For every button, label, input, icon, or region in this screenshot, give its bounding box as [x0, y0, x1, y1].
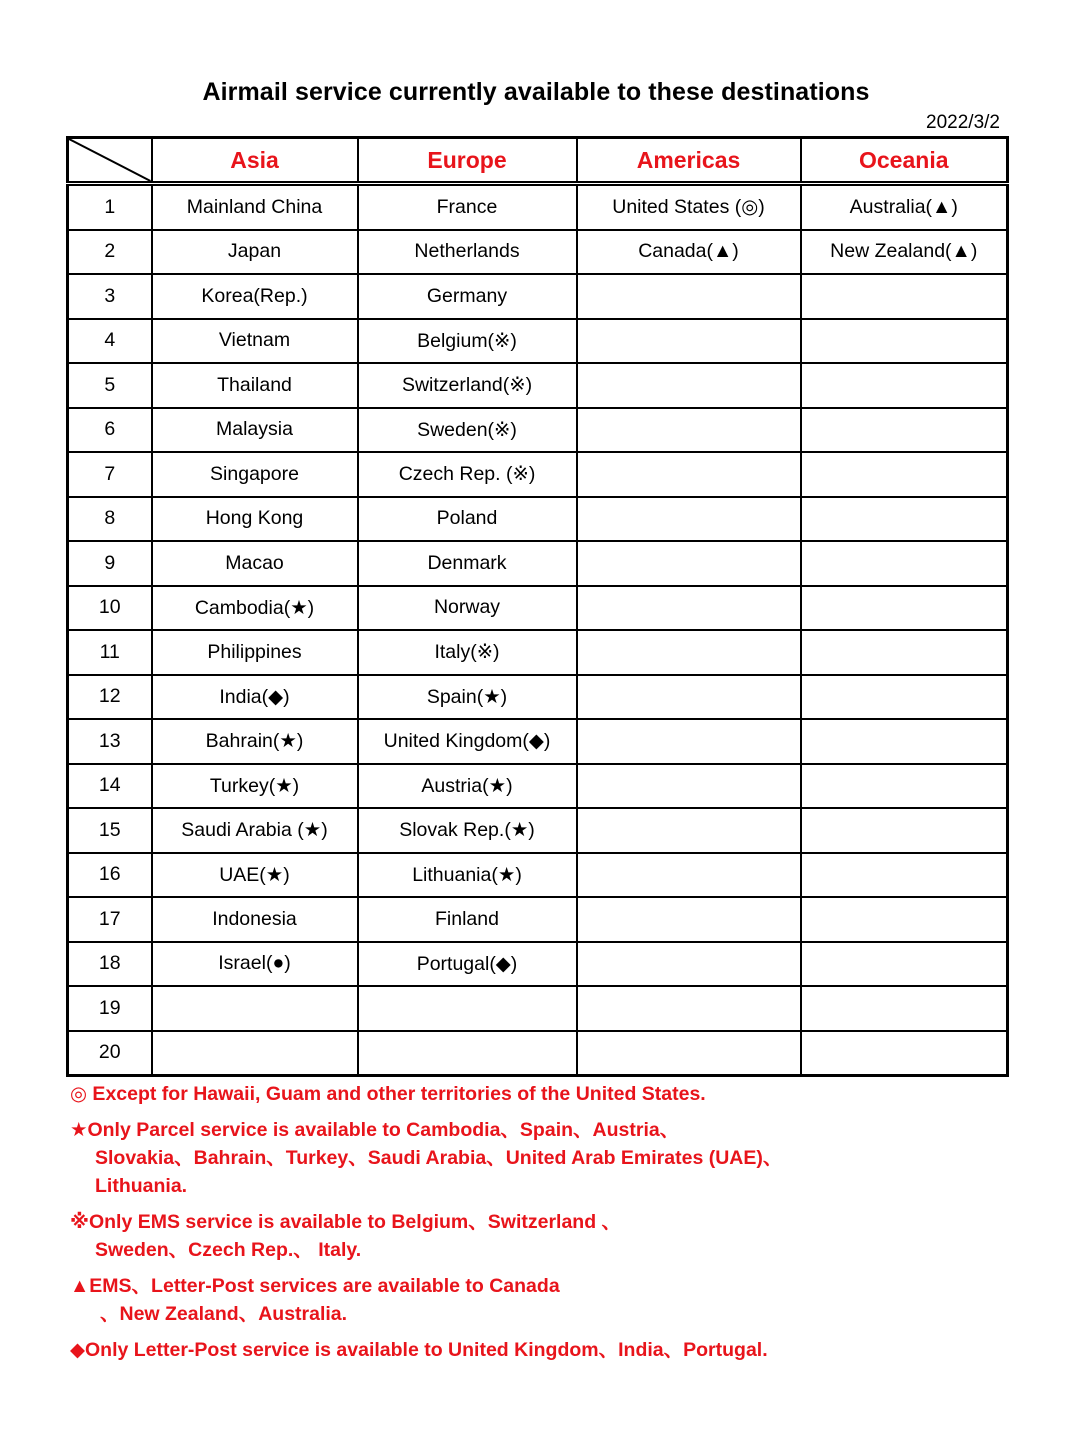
cell-asia: Japan — [152, 230, 358, 275]
table-row — [68, 853, 1008, 898]
cell-oceania — [801, 630, 1008, 675]
cell-oceania — [801, 764, 1008, 809]
table-row — [68, 897, 1008, 942]
cell-oceania — [801, 452, 1008, 497]
cell-europe: Portugal(◆) — [358, 942, 577, 987]
cell-oceania — [801, 363, 1008, 408]
cell-asia: Vietnam — [152, 319, 358, 364]
row-number: 16 — [68, 853, 152, 898]
cell-europe: Lithuania(★) — [358, 853, 577, 898]
table-body — [68, 184, 1008, 1076]
cell-oceania — [801, 274, 1008, 319]
table-row — [68, 630, 1008, 675]
note-ems-only — [70, 1208, 970, 1264]
note-ems-letter — [70, 1272, 970, 1328]
row-number: 9 — [68, 541, 152, 586]
cell-europe: Spain(★) — [358, 675, 577, 720]
row-number: 17 — [68, 897, 152, 942]
cell-americas — [577, 319, 801, 364]
table-row — [68, 184, 1008, 230]
cell-asia: Korea(Rep.) — [152, 274, 358, 319]
table-row — [68, 986, 1008, 1031]
table-row — [68, 408, 1008, 453]
cell-americas — [577, 630, 801, 675]
row-number: 2 — [68, 230, 152, 275]
table-row — [68, 452, 1008, 497]
header-europe: Europe — [358, 138, 577, 184]
cell-oceania: New Zealand(▲) — [801, 230, 1008, 275]
cell-americas — [577, 541, 801, 586]
table-row — [68, 764, 1008, 809]
table-row — [68, 230, 1008, 275]
table-row — [68, 497, 1008, 542]
cell-europe: Finland — [358, 897, 577, 942]
table-row — [68, 719, 1008, 764]
table-row — [68, 808, 1008, 853]
cell-europe — [358, 1031, 577, 1076]
cell-americas — [577, 675, 801, 720]
cell-asia: Turkey(★) — [152, 764, 358, 809]
cell-asia: Mainland China — [152, 184, 358, 230]
row-number: 20 — [68, 1031, 152, 1076]
cell-europe — [358, 986, 577, 1031]
cell-americas — [577, 1031, 801, 1076]
cell-asia: Philippines — [152, 630, 358, 675]
cell-europe: Czech Rep. (※) — [358, 452, 577, 497]
cell-americas — [577, 452, 801, 497]
cell-asia: Bahrain(★) — [152, 719, 358, 764]
cell-americas — [577, 808, 801, 853]
row-number: 14 — [68, 764, 152, 809]
cell-americas — [577, 764, 801, 809]
cell-asia: Malaysia — [152, 408, 358, 453]
page-title: Airmail service currently available to these destinations — [202, 78, 870, 106]
cell-oceania — [801, 719, 1008, 764]
cell-europe: Sweden(※) — [358, 408, 577, 453]
cell-americas — [577, 897, 801, 942]
table-row — [68, 675, 1008, 720]
cell-asia: Hong Kong — [152, 497, 358, 542]
row-number: 19 — [68, 986, 152, 1031]
row-number: 5 — [68, 363, 152, 408]
cell-americas: United States (◎) — [577, 184, 801, 230]
table-row — [68, 541, 1008, 586]
note-letter-only-text: ◆Only Letter-Post service is available to United Kingdom、India、Portugal. — [70, 1339, 768, 1361]
cell-oceania — [801, 853, 1008, 898]
cell-oceania — [801, 541, 1008, 586]
cell-europe: Italy(※) — [358, 630, 577, 675]
row-number: 6 — [68, 408, 152, 453]
note-parcel-line1: ★Only Parcel service is available to Cambodia、Spain、Austria、 — [70, 1119, 680, 1141]
row-number: 8 — [68, 497, 152, 542]
cell-americas — [577, 497, 801, 542]
row-number: 3 — [68, 274, 152, 319]
cell-europe: Slovak Rep.(★) — [358, 808, 577, 853]
row-number: 1 — [68, 184, 152, 230]
cell-asia: Cambodia(★) — [152, 586, 358, 631]
table-header-row — [68, 138, 1008, 184]
note-parcel-line2: Slovakia、Bahrain、Turkey、Saudi Arabia、United Arab Emirates (UAE)、 — [95, 1147, 783, 1169]
row-number: 11 — [68, 630, 152, 675]
cell-oceania — [801, 675, 1008, 720]
cell-americas — [577, 942, 801, 987]
cell-europe: Switzerland(※) — [358, 363, 577, 408]
table-row — [68, 319, 1008, 364]
cell-oceania — [801, 1031, 1008, 1076]
document-date: 2022/3/2 — [926, 112, 1000, 133]
table-row — [68, 363, 1008, 408]
header-asia: Asia — [152, 138, 358, 184]
cell-americas — [577, 274, 801, 319]
cell-oceania — [801, 408, 1008, 453]
cell-oceania: Australia(▲) — [801, 184, 1008, 230]
cell-asia: Singapore — [152, 452, 358, 497]
diagonal-line — [69, 139, 151, 181]
cell-oceania — [801, 897, 1008, 942]
header-americas: Americas — [577, 138, 801, 184]
cell-americas — [577, 986, 801, 1031]
note-hawaii — [70, 1080, 970, 1108]
note-letter-line2: 、New Zealand、Australia. — [100, 1303, 348, 1325]
row-number: 12 — [68, 675, 152, 720]
cell-americas — [577, 408, 801, 453]
note-parcel-only — [70, 1116, 970, 1200]
destinations-table — [66, 136, 1009, 1077]
cell-oceania — [801, 942, 1008, 987]
cell-americas — [577, 853, 801, 898]
cell-asia — [152, 1031, 358, 1076]
cell-europe: Poland — [358, 497, 577, 542]
cell-europe: Denmark — [358, 541, 577, 586]
note-parcel-line3: Lithuania. — [95, 1175, 188, 1197]
cell-asia: Saudi Arabia (★) — [152, 808, 358, 853]
corner-diagonal-cell — [68, 138, 152, 184]
cell-europe: Belgium(※) — [358, 319, 577, 364]
note-hawaii-text: ◎ Except for Hawaii, Guam and other territories of the United States. — [70, 1083, 706, 1105]
note-letter-line1: ▲EMS、Letter-Post services are available to Canada — [70, 1275, 560, 1297]
table-row — [68, 942, 1008, 987]
table-row — [68, 274, 1008, 319]
cell-asia: Macao — [152, 541, 358, 586]
cell-asia: Israel(●) — [152, 942, 358, 987]
cell-americas — [577, 363, 801, 408]
table-row — [68, 1031, 1008, 1076]
cell-oceania — [801, 986, 1008, 1031]
cell-asia: Thailand — [152, 363, 358, 408]
cell-americas — [577, 586, 801, 631]
cell-americas — [577, 719, 801, 764]
cell-oceania — [801, 808, 1008, 853]
cell-americas: Canada(▲) — [577, 230, 801, 275]
cell-europe: United Kingdom(◆) — [358, 719, 577, 764]
cell-asia: UAE(★) — [152, 853, 358, 898]
row-number: 7 — [68, 452, 152, 497]
row-number: 13 — [68, 719, 152, 764]
cell-europe: Austria(★) — [358, 764, 577, 809]
note-ems-line2: Sweden、Czech Rep.、 Italy. — [95, 1239, 362, 1261]
row-number: 4 — [68, 319, 152, 364]
cell-europe: France — [358, 184, 577, 230]
cell-europe: Norway — [358, 586, 577, 631]
header-oceania: Oceania — [801, 138, 1008, 184]
cell-oceania — [801, 319, 1008, 364]
row-number: 15 — [68, 808, 152, 853]
cell-asia: India(◆) — [152, 675, 358, 720]
table-row — [68, 586, 1008, 631]
cell-oceania — [801, 497, 1008, 542]
cell-asia: Indonesia — [152, 897, 358, 942]
note-ems-line1: ※Only EMS service is available to Belgium、Switzerland 、 — [70, 1211, 622, 1233]
row-number: 18 — [68, 942, 152, 987]
footnotes — [70, 1080, 970, 1372]
row-number: 10 — [68, 586, 152, 631]
cell-europe: Netherlands — [358, 230, 577, 275]
cell-oceania — [801, 586, 1008, 631]
cell-asia — [152, 986, 358, 1031]
cell-europe: Germany — [358, 274, 577, 319]
note-letter-only — [70, 1336, 970, 1364]
